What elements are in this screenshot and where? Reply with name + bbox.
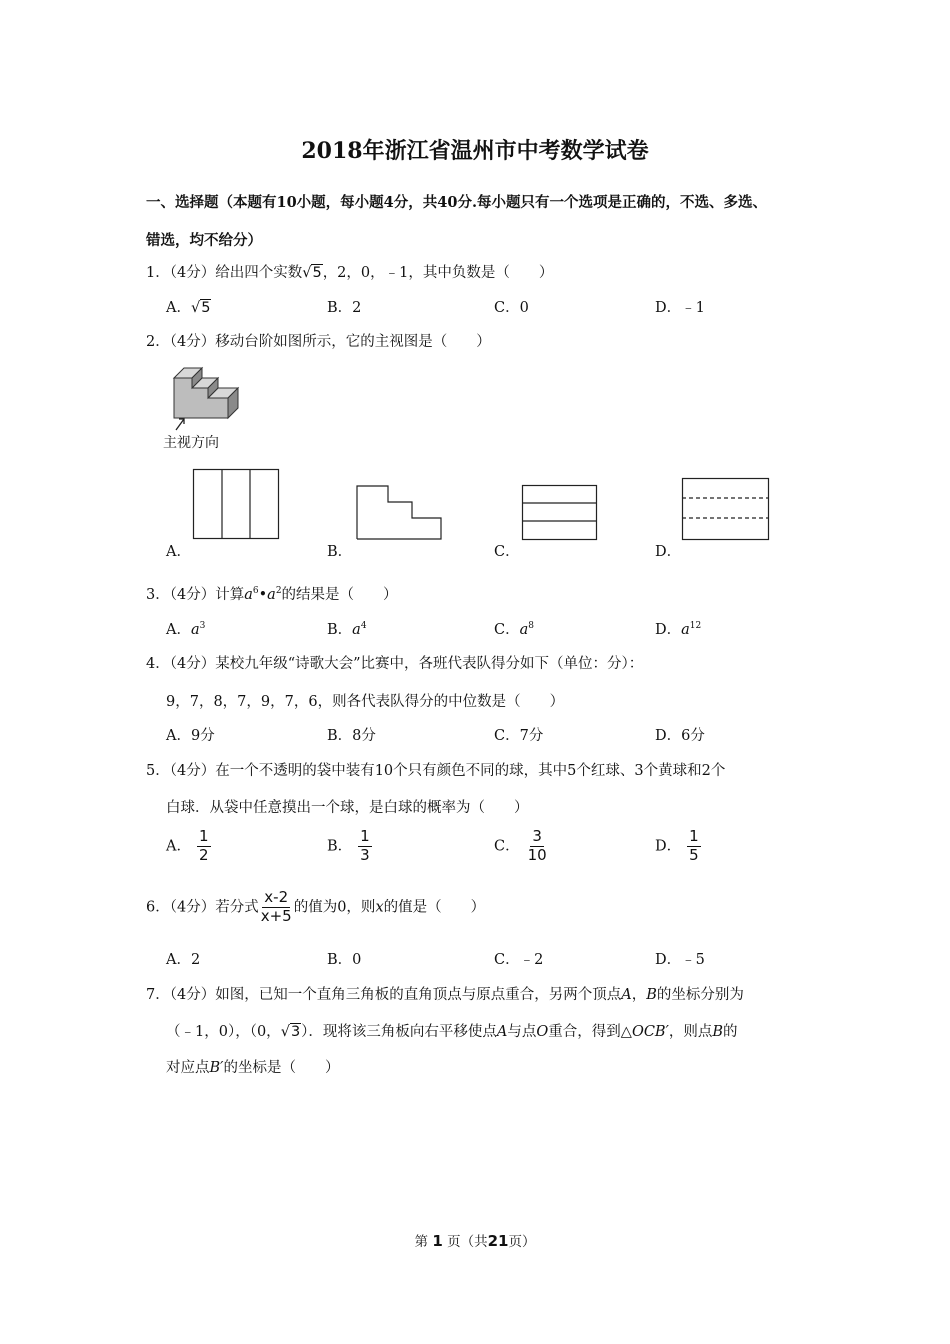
figure-caption: 主视方向	[163, 435, 219, 451]
question-1-option-a: A．√5	[166, 300, 211, 316]
question-1-option-c: C．0	[494, 300, 529, 316]
question-6-option-d: D．﹣5	[655, 952, 705, 968]
fraction: $\frac{3}{10}$	[527, 827, 547, 864]
sqrt-symbol: √3	[280, 1024, 301, 1040]
question-3-option-d: D．$a^{12}$	[655, 621, 702, 638]
question-3-stem: 3．（4分）计算$a^6•a^2$的结果是（ ）	[146, 586, 398, 603]
question-5-option-c: C． $\frac{3}{10}$	[494, 827, 547, 864]
question-2-option-d: D．	[655, 544, 682, 560]
option-c-figure	[522, 485, 597, 540]
question-2-option-a: A．	[166, 544, 191, 560]
question-7-stem-line-1: 7．（4分）如图，已知一个直角三角板的直角顶点与原点重合，另两个顶点A，B的坐标分别为	[146, 987, 744, 1003]
fraction: $\frac{1}{5}$	[689, 827, 699, 864]
option-a-figure	[193, 469, 279, 539]
question-7-stem-line-2: （﹣1，0），（0，√3）．现将该三角板向右平移使点A与点O重合，得到△OCB′，则点B的	[166, 1024, 738, 1040]
question-4-option-d: D．6分	[655, 728, 705, 744]
section-heading-line-1: 一、选择题（本题有10小题，每小题4分，共40分.每小题只有一个选项是正确的，不选、多选、	[146, 194, 767, 211]
question-6-option-b: B．0	[327, 952, 362, 968]
question-5-stem-line-2: 白球．从袋中任意摸出一个球，是白球的概率为（ ）	[166, 800, 529, 816]
question-5-option-a: A． $\frac{1}{2}$	[166, 827, 209, 864]
sqrt-symbol: √5	[190, 300, 211, 316]
question-4-stem-line-2: 9，7，8，7，9，7，6，则各代表队得分的中位数是（ ）	[166, 694, 565, 710]
question-3-option-c: C．$a^8$	[494, 621, 534, 638]
option-d-figure	[682, 478, 769, 540]
question-5-stem-line-1: 5．（4分）在一个不透明的袋中装有10个只有颜色不同的球，其中5个红球、3个黄球和2个	[146, 763, 726, 779]
question-2-option-c: C．	[494, 544, 520, 560]
question-5-option-d: D． $\frac{1}{5}$	[655, 827, 699, 864]
fraction: $\frac{1}{2}$	[198, 827, 209, 864]
section-heading-line-2: 错选，均不给分）	[146, 232, 262, 249]
fraction: $\frac{1}{3}$	[360, 827, 370, 864]
question-3-option-a: A．$a^3$	[166, 621, 206, 638]
question-4-option-b: B．8分	[327, 728, 376, 744]
question-1-stem: 1．（4分）给出四个实数√5，2，0，﹣1，其中负数是（ ）	[146, 265, 554, 281]
question-6-option-a: A．2	[166, 952, 201, 968]
question-4-option-c: C．7分	[494, 728, 544, 744]
question-4-stem-line-1: 4．（4分）某校九年级“诗歌大会”比赛中，各班代表队得分如下（单位：分）：	[146, 656, 644, 672]
sqrt-symbol: √5	[302, 265, 322, 281]
question-1-option-d: D．﹣1	[655, 300, 705, 316]
question-2-option-b: B．	[327, 544, 353, 560]
question-4-option-a: A．9分	[166, 728, 215, 744]
question-1-option-b: B．2	[327, 300, 362, 316]
question-6-option-c: C．﹣2	[494, 952, 544, 968]
question-2-stem: 2．（4分）移动台阶如图所示，它的主视图是（ ）	[146, 334, 491, 350]
question-3-option-b: B．$a^4$	[327, 621, 367, 638]
question-7-stem-line-3: 对应点B′的坐标是（ ）	[166, 1060, 340, 1076]
question-6-stem: 6．（4分）若分式 $\frac{x-2}{x+5}$ 的值为0，则x的值是（ ）	[146, 888, 486, 925]
view-direction-arrow-icon	[173, 416, 189, 432]
page-title: 2018年浙江省温州市中考数学试卷	[301, 138, 649, 164]
fraction: $\frac{x-2}{x+5}$	[260, 888, 292, 925]
option-b-figure	[356, 485, 442, 540]
question-5-option-b: B． $\frac{1}{3}$	[327, 827, 370, 864]
page-number-footer: 第 1 页（共21页）	[414, 1232, 536, 1250]
